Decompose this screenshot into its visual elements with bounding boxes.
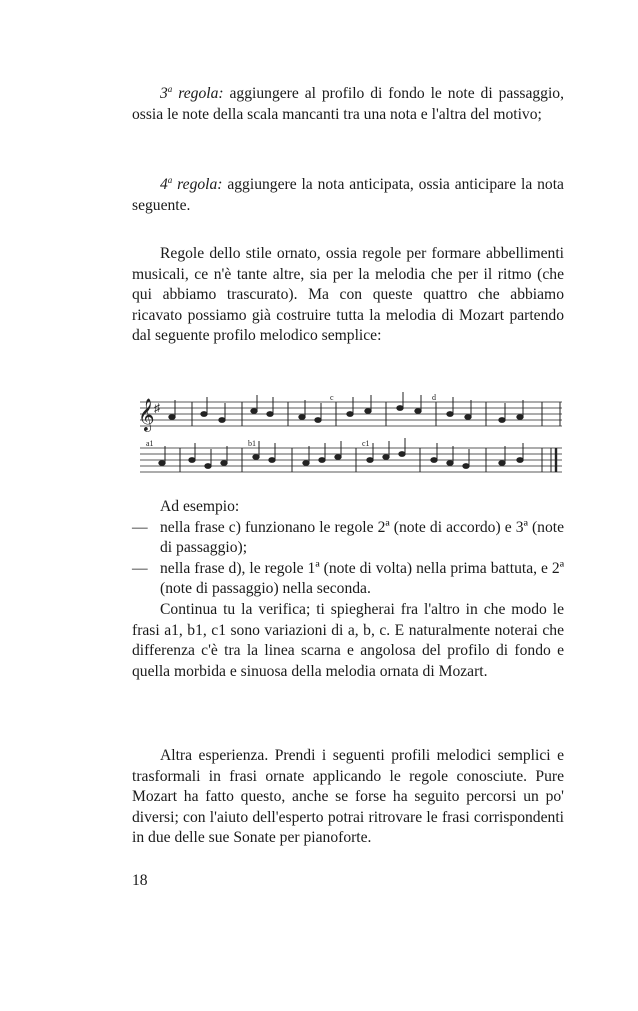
experience-paragraph: Altra esperienza. Prendi i seguenti profili melodici semplici e trasformali in frasi ornate applicando le regole conosciute. Pure Mozart ha fatto questo, anche se forse ha seguito percorsi un po' diversi; con l'aiuto dell'esperto potrai ritrovare le frasi corrispondenti in due delle sue Sonate per pianoforte. [132, 747, 564, 847]
rule-4-text: aggiungere la nota anticipata, ossia anticipare la nota seguente. [132, 176, 564, 214]
rule-3-label: 3$^a$ regola: [160, 83, 224, 102]
treble-clef-icon: 𝄞 [138, 398, 155, 431]
rule-4 [132, 175, 564, 216]
music-staff-1 [132, 392, 564, 432]
music-staff-2 [132, 438, 564, 478]
staff-2-notation [132, 438, 564, 478]
phrase-c1-mark: c1 [362, 439, 370, 448]
verify-paragraph: Continua tu la verifica; ti spiegherai fra l'altro in che modo le frasi a1, b1, c1 sono variazioni di a, b, c. E naturalmente noterai che differenza c'è tra la linea scarna e angolosa del profilo di fondo e quella morbida e sinuosa della melodia ornata di Mozart. [132, 600, 564, 680]
phrase-c-mark: c [330, 393, 334, 402]
rule-3-text: aggiungere al profilo di fondo le note di passaggio, ossia le note della scala mancanti tra una nota e l'altra del motivo; [132, 85, 565, 123]
example-block [132, 497, 564, 682]
list-item: — nella frase d), le regole 1ª (note di volta) nella prima battuta, e 2ª (note di passaggio) nella seconda. [132, 559, 564, 598]
ornate-style-paragraph: Regole dello stile ornato, ossia regole per formare abbellimenti musicali, ce n'è tante altre, sia per la melodia che per il ritmo (che qui abbiamo trascurato). Ma con queste quattro che abbiamo ricavato possiamo già costruire tutta la melodia di Mozart partendo dal seguente profilo melodico semplice: [132, 245, 564, 345]
phrase-b1-mark: b1 [248, 439, 256, 448]
list-item: — nella frase c) funzionano le regole 2ª (note di accordo) e 3ª (note di passaggio); [132, 518, 564, 557]
svg-text:♯: ♯ [154, 401, 160, 415]
rule-3 [132, 84, 564, 125]
example-intro: Ad esempio: [160, 498, 240, 515]
page-number: 18 [132, 872, 148, 889]
rule-4-label: 4$^a$ regola: [160, 174, 223, 193]
phrase-d-mark: d [432, 393, 436, 402]
phrase-a1-mark: a1 [146, 439, 154, 448]
staff-1-notation [132, 392, 564, 432]
